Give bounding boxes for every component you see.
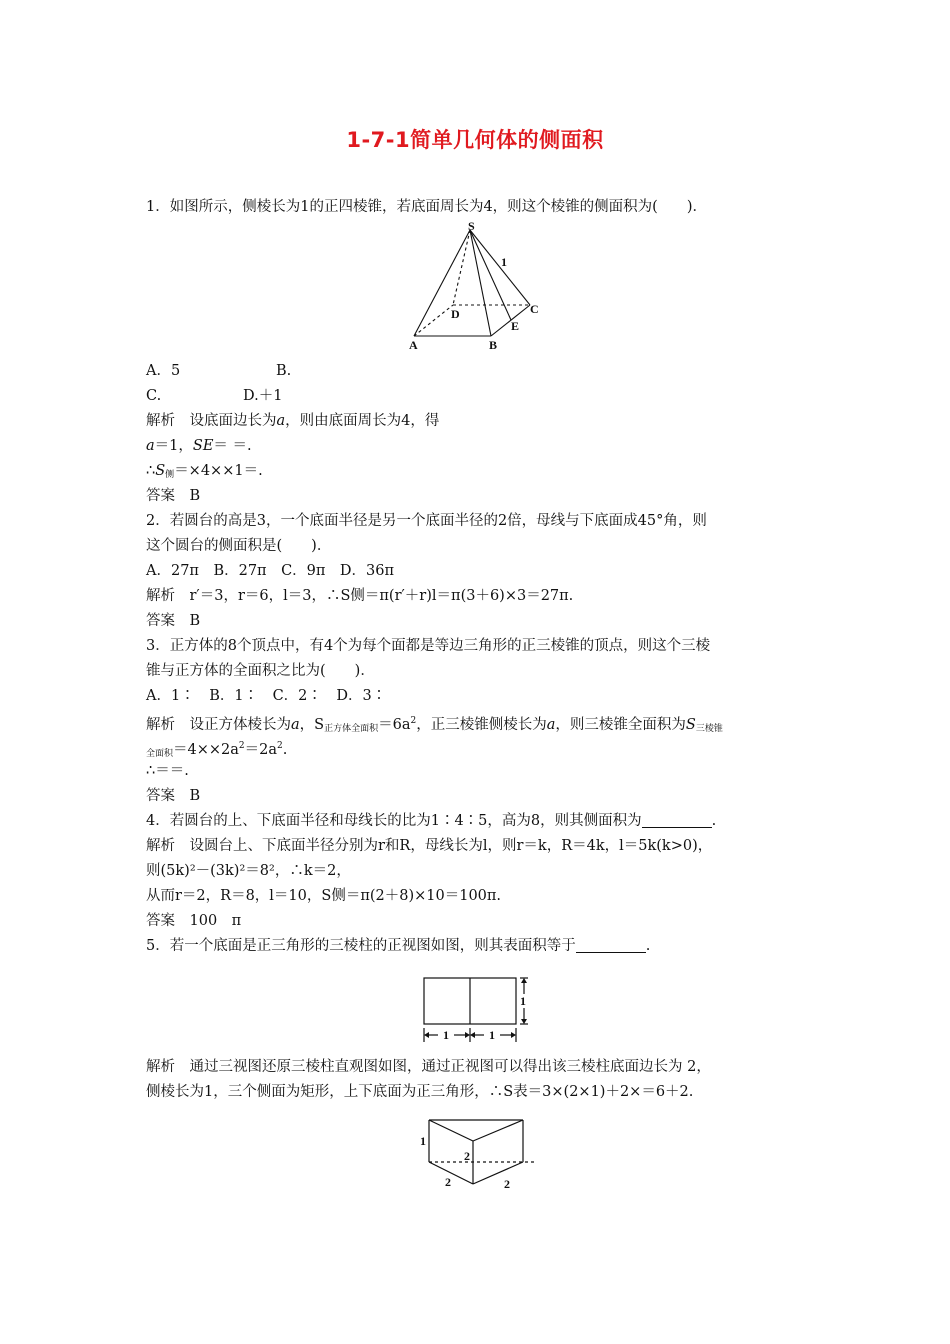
edge-SC [470,230,530,305]
q1-analysis-line3: $\therefore S_侧=\times 4\times\times 1=$. [146,463,263,480]
analysis-label: 解析 [146,413,175,429]
analysis-label: 解析 [146,588,175,604]
top-right-edge [473,1120,523,1141]
q3-answer [146,786,200,806]
answer-label: 答案 [146,488,175,504]
analysis-label: 解析 [146,1059,175,1075]
front-view-figure [418,972,534,1048]
q4-stem: 4．若圆台的上、下底面半径和母线长的比为1∶4∶5，高为8，则其侧面积为 . [146,813,717,829]
q1-answer [146,486,200,506]
q2-options: A．27π B．27π C．9π D．36π [146,563,395,579]
q3-stem-line2: 锥与正方体的全面积之比为( )． [146,663,375,679]
edge-AD [414,305,453,336]
analysis-label: 解析 [146,838,175,854]
q1-option-d: D.＋1 [243,388,283,404]
q2-answer [146,611,200,631]
pyramid-figure [405,219,555,356]
q3-analysis-line3: ∴＝＝. [146,763,189,779]
answer-label: 答案 [146,788,175,804]
q4-analysis-line2: 则(5k)²－(3k)²＝8²，∴k＝2， [146,863,351,879]
answer-label: 答案 [146,613,175,629]
front-view-height-label: 1 [520,994,526,1008]
answer-value: B [189,613,201,629]
q1-option-b: B. [276,363,292,379]
prism-height-label: 1 [420,1134,426,1148]
answer-blank [642,813,712,828]
q3-analysis-line2: $_{全面积}=4\times\times 2a^2=2a^2$. [146,741,288,759]
front-view-width2-label: 1 [489,1028,495,1042]
q1-analysis-line1: 解析 设底面边长为a，则由底面周长为4，得 [146,413,440,429]
q5-analysis-line2: 侧棱长为1，三个侧面为矩形，上下底面为正三角形，∴S表＝3×(2×1)＋2×＝6＋2. [146,1084,694,1100]
prism-figure [412,1114,542,1194]
label-C: C [530,302,539,316]
prism-bottom-left-label: 2 [445,1175,451,1189]
q4-answer [146,911,241,931]
q1-option-a: A．5 [146,363,181,379]
q3-options: A．1∶ B．1∶ C．2∶ D．3∶ [146,688,387,704]
label-one: 1 [501,255,507,269]
q5-analysis-line1: 解析 通过三视图还原三棱柱直观图如图，通过正视图可以得出该三棱柱底面边长为 2， [146,1059,711,1075]
q1-analysis-line2: a＝1，SE＝ ＝. [146,438,252,454]
q2-stem-line2: 这个圆台的侧面积是( )． [146,538,332,554]
answer-value: 100 π [189,913,242,929]
edge-SA [414,230,470,336]
label-A: A [409,338,418,352]
q3-stem-line1: 3．正方体的8个顶点中，有4个为每个面都是等边三角形的正三棱锥的顶点，则这个三棱 [146,638,711,654]
q2-analysis: 解析 r′＝3，r＝6，l＝3，∴S侧＝π(r′＋r)l＝π(3＋6)×3＝27π. [146,588,574,604]
q3-analysis-line1: 解析 设正方体棱长为a，$S_{正方体全面积}=6a^2$，正三棱锥侧棱长为a，则三棱锥全面积为$S_{三棱锥}$ [146,716,723,734]
prism-bottom-right-label: 2 [504,1177,510,1191]
q1-stem: 1．如图所示，侧棱长为1的正四棱锥，若底面周长为4，则这个棱锥的侧面积为( )． [146,199,707,215]
edge-SE [470,230,511,320]
label-S: S [468,219,475,233]
prism-mid-label: 2 [464,1149,470,1163]
q5-stem: 5．若一个底面是正三角形的三棱柱的正视图如图，则其表面积等于 . [146,938,651,954]
top-left-edge [429,1120,473,1141]
q1-option-c: C. [146,388,162,404]
answer-label: 答案 [146,913,175,929]
answer-value: B [189,488,201,504]
bottom-left-edge [429,1162,473,1184]
label-B: B [489,338,498,352]
q4-analysis-line3: 从而r＝2，R＝8，l＝10，S侧＝π(2＋8)×10＝100π. [146,888,502,904]
label-E: E [511,319,520,333]
q4-analysis-line1: 解析 设圆台上、下底面半径分别为r和R，母线长为l，则r＝k，R＝4k，l＝5k(k>0)， [146,838,713,854]
answer-value: B [189,788,201,804]
edge-SD [453,230,470,305]
bottom-right-edge [473,1162,523,1184]
answer-blank [576,938,646,953]
analysis-label: 解析 [146,717,175,733]
front-view-width1-label: 1 [443,1028,449,1042]
label-D: D [451,307,460,321]
q2-stem-line1: 2．若圆台的高是3，一个底面半径是另一个底面半径的2倍，母线与下底面成45°角，则 [146,513,707,529]
page-title: 1-7-1简单几何体的侧面积 [346,128,604,152]
edge-SB [470,230,491,336]
